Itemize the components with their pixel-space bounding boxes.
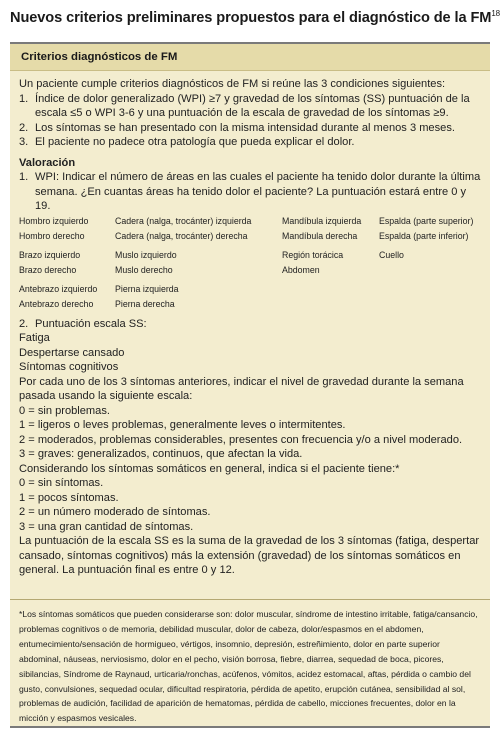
area-label: Brazo izquierdo (19, 249, 81, 260)
page-title (10, 9, 500, 26)
footnote: *Los síntomas somáticos que pueden considerarse son: dolor muscular, síndrome de intestino irritable, fatiga/cansancio, problemas cognitivos o de memoria, debilidad muscular, dolor de cabeza, dolor/espasmos en el abdomen, entumecimiento/sensación de hormigueo, vértigos, insomnio, depresión, estreñimiento, dolor en parte superior abdominal, náuseas, nerviosismo, dolor en el pecho, visión borrosa, fiebre, diarrea, sequedad de boca, picores, sibilancias, Síndrome de Raynaud, urticaria/ronchas, acúfenos, vómitos, acidez estomacal, aftas, pérdida o cambio del gusto, convulsiones, sequedad ocular, dificultad respiratoria, pérdida de apetito, erupción cutánea, sensibilidad al sol, problemas de audición, facilidad de aparición de hematomas, pérdida de cabello, micciones frecuentes, dolor en la micción y espasmos vesicales. (19, 609, 478, 724)
criteria-text: Los síntomas se han presentado con la misma intensidad durante al menos 3 meses. (35, 121, 455, 134)
criteria-text: El paciente no padece otra patología que pueda explicar el dolor. (35, 136, 355, 148)
area-label: Cadera (nalga, trocánter) derecha (115, 230, 248, 241)
area-label (282, 297, 379, 312)
box-header (10, 44, 490, 71)
area-label: Hombro derecho (19, 230, 85, 241)
area-group-1 (19, 214, 481, 244)
ss-line: Considerando los síntomas somáticos en general, indica si el paciente tiene:* (19, 462, 400, 475)
criteria-item (19, 92, 481, 121)
footnote-divider (10, 599, 490, 600)
area-label (282, 282, 379, 297)
criteria-text: Índice de dolor generalizado (WPI) ≥7 y gravedad de los síntomas (SS) puntuación de la escala ≤5 o WPI 3-6 y una puntuación de la escala de gravedad de los síntomas ≥9. (35, 92, 470, 119)
ss-number: 2. (19, 317, 29, 330)
wpi-number: 1. (19, 171, 29, 183)
ss-line: 2 = un número moderado de síntomas. (19, 506, 211, 518)
wpi-text: WPI: Indicar el número de áreas en las cuales el paciente ha tenido dolor durante la última semana. ¿En cuantas áreas ha tenido dolor el paciente? La puntuación estará entre 0 y 19. (35, 171, 481, 212)
area-label: Pierna derecha (115, 298, 175, 309)
ss-line: 0 = sin problemas. (19, 404, 110, 417)
title-text: Nuevos criterios preliminares propuestos para el diagnóstico de la FM (10, 9, 492, 26)
ss-line: La puntuación de la escala SS es la suma de la gravedad de los 3 síntomas (fatiga, despertar cansado, síntomas cognitivos) más la extensión (gravedad) de los síntomas somáticos en general. La puntuación final es entre 0 y 12. (19, 535, 480, 576)
area-label: Muslo izquierdo (115, 249, 177, 260)
ss-line: 2 = moderados, problemas considerables, presentes con frecuencia y/o a nivel moderado. (19, 433, 463, 446)
area-label: Pierna izquierda (115, 283, 179, 294)
criteria-box (10, 44, 490, 726)
ss-line: 1 = pocos síntomas. (19, 491, 119, 504)
ss-line: Por cada uno de los 3 síntomas anteriores, indicar el nivel de gravedad durante la semana pasada usando la siguiente escala: (19, 375, 464, 402)
criteria-number: 2. (19, 121, 29, 134)
area-label (379, 263, 489, 278)
criteria-item (19, 121, 481, 136)
wpi-item (19, 170, 481, 214)
area-label: Región torácica (282, 249, 344, 260)
area-label: Antebrazo derecho (19, 298, 94, 309)
area-label: Cuello (379, 249, 404, 260)
ss-text: Puntuación escala SS: (35, 317, 147, 330)
bottom-rule (10, 726, 490, 728)
area-label: Espalda (parte inferior) (379, 230, 469, 241)
box-content (10, 71, 490, 578)
valoracion-heading: Valoración (19, 156, 76, 169)
ss-line: Fatiga (19, 332, 50, 344)
area-label: Espalda (parte superior) (379, 215, 474, 226)
intro-text: Un paciente cumple criterios diagnósticos de FM si reúne las 3 condiciones siguientes: (19, 78, 446, 90)
area-label: Abdomen (282, 264, 320, 275)
title-reference: 18 (491, 9, 500, 18)
area-label: Antebrazo izquierdo (19, 283, 98, 294)
criteria-number: 3. (19, 136, 29, 148)
area-label: Hombro izquierdo (19, 215, 89, 226)
ss-item (19, 317, 481, 332)
ss-line: 0 = sin síntomas. (19, 477, 104, 489)
area-label: Cadera (nalga, trocánter) izquierda (115, 215, 252, 226)
ss-line: 3 = graves: generalizados, continuos, que afectan la vida. (19, 448, 303, 460)
area-label (379, 282, 489, 297)
criteria-item (19, 135, 481, 150)
area-label: Mandíbula derecha (282, 230, 358, 241)
area-label: Muslo derecho (115, 264, 173, 275)
ss-line: 1 = ligeros o leves problemas, generalmente leves o intermitentes. (19, 419, 346, 431)
area-label: Brazo derecho (19, 264, 77, 275)
area-group-2 (19, 248, 481, 278)
criteria-number: 1. (19, 92, 29, 105)
box-title: Criterios diagnósticos de FM (21, 51, 178, 63)
area-label: Mandíbula izquierda (282, 215, 362, 226)
ss-line: Despertarse cansado (19, 346, 125, 359)
ss-line: Síntomas cognitivos (19, 361, 119, 373)
ss-line: 3 = una gran cantidad de síntomas. (19, 520, 194, 533)
area-label (379, 297, 489, 312)
area-group-3 (19, 282, 481, 312)
